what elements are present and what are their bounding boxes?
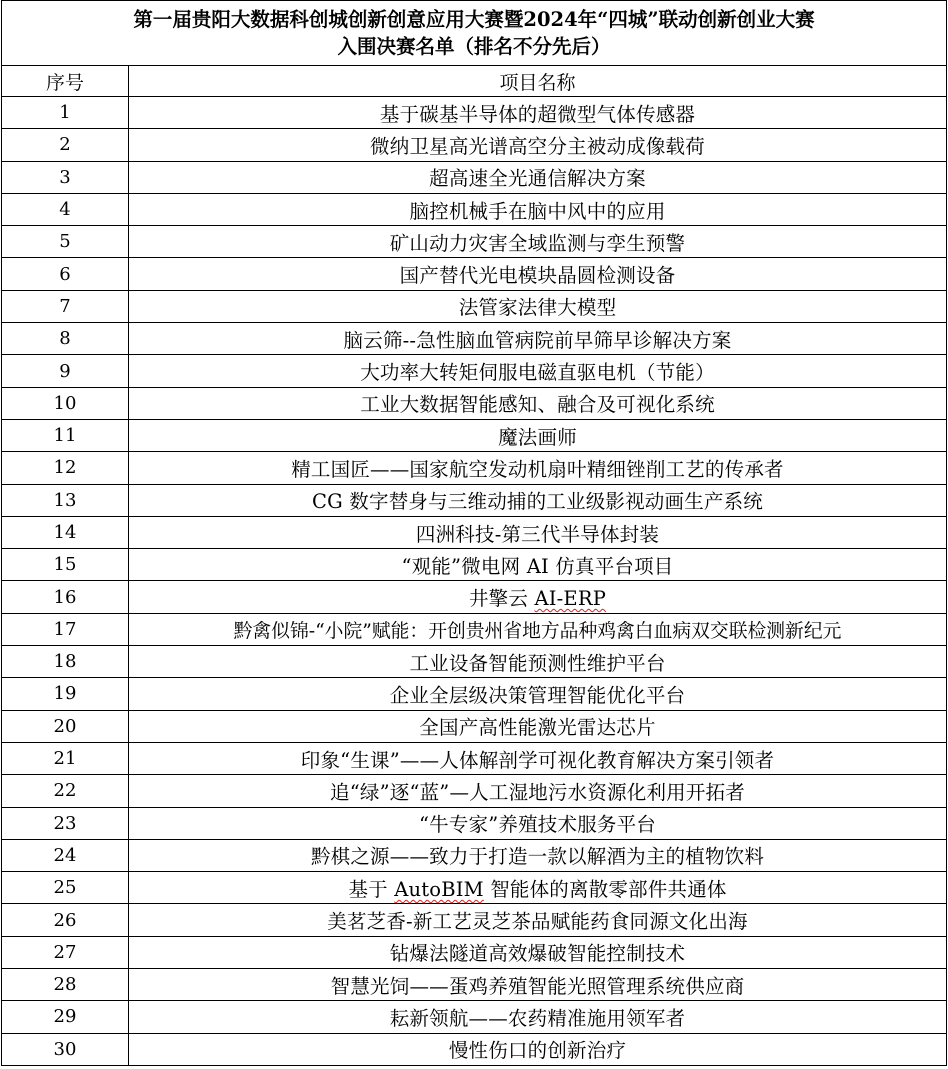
row-number: 26 <box>2 904 129 936</box>
project-name: “牛专家”养殖技术服务平台 <box>129 807 947 839</box>
table-row <box>2 710 947 742</box>
project-name <box>129 581 947 613</box>
project-name: 四洲科技-第三代半导体封装 <box>129 516 947 548</box>
row-number: 27 <box>2 936 129 968</box>
row-number: 23 <box>2 807 129 839</box>
table-row <box>2 581 947 613</box>
row-number: 2 <box>2 129 129 161</box>
project-name-prefix: 基于 <box>348 877 395 901</box>
project-name: 全国产高性能激光雷达芯片 <box>129 710 947 742</box>
table-body <box>2 97 947 1066</box>
table-row <box>2 258 947 290</box>
project-name: 耘新领航——农药精准施用领军者 <box>129 1001 947 1033</box>
row-number: 11 <box>2 419 129 451</box>
row-number: 16 <box>2 581 129 613</box>
table-row <box>2 936 947 968</box>
row-number: 24 <box>2 839 129 871</box>
project-name: CG 数字替身与三维动捕的工业级影视动画生产系统 <box>129 484 947 516</box>
table-row <box>2 484 947 516</box>
project-name: 脑云筛--急性脑血管病院前早筛早诊解决方案 <box>129 323 947 355</box>
title-row <box>2 1 947 66</box>
row-number: 13 <box>2 484 129 516</box>
document-title <box>2 1 947 66</box>
row-number: 1 <box>2 97 129 129</box>
project-name: 精工国匠——国家航空发动机扇叶精细锉削工艺的传承者 <box>129 452 947 484</box>
row-number: 30 <box>2 1033 129 1065</box>
table-row <box>2 969 947 1001</box>
project-name: 印象“生课”——人体解剖学可视化教育解决方案引领者 <box>129 742 947 774</box>
project-name <box>129 872 947 904</box>
row-number: 4 <box>2 193 129 225</box>
table-row <box>2 1033 947 1065</box>
project-name: 脑控机械手在脑中风中的应用 <box>129 193 947 225</box>
row-number: 28 <box>2 969 129 1001</box>
table-row <box>2 872 947 904</box>
project-name: 美茗芝香-新工艺灵芝茶品赋能药食同源文化出海 <box>129 904 947 936</box>
table-row <box>2 290 947 322</box>
row-number: 20 <box>2 710 129 742</box>
project-name: 企业全层级决策管理智能优化平台 <box>129 678 947 710</box>
row-number: 29 <box>2 1001 129 1033</box>
row-number: 12 <box>2 452 129 484</box>
table-row <box>2 97 947 129</box>
row-number: 6 <box>2 258 129 290</box>
header-row <box>2 66 947 97</box>
table-row <box>2 1001 947 1033</box>
finalist-table <box>1 0 947 1066</box>
table-row <box>2 226 947 258</box>
project-name: 矿山动力灾害全域监测与孪生预警 <box>129 226 947 258</box>
project-name-prefix: 井擎云 <box>468 587 535 611</box>
row-number: 10 <box>2 387 129 419</box>
table-row <box>2 678 947 710</box>
table-row <box>2 646 947 678</box>
title-line-1: 第一届贵阳大数据科创城创新创意应用大赛暨2024年“四城”联动创新创业大赛 <box>133 8 815 31</box>
row-number: 25 <box>2 872 129 904</box>
table-row <box>2 516 947 548</box>
project-name: 国产替代光电模块晶圆检测设备 <box>129 258 947 290</box>
table-row <box>2 161 947 193</box>
row-number: 17 <box>2 613 129 645</box>
project-name: 超高速全光通信解决方案 <box>129 161 947 193</box>
table-row <box>2 129 947 161</box>
table-row <box>2 839 947 871</box>
project-name: “观能”微电网 AI 仿真平台项目 <box>129 549 947 581</box>
row-number: 7 <box>2 290 129 322</box>
row-number: 22 <box>2 775 129 807</box>
table-row <box>2 807 947 839</box>
column-header-project-name: 项目名称 <box>129 66 947 97</box>
project-name: 黔禽似锦-“小院”赋能：开创贵州省地方品种鸡禽白血病双交联检测新纪元 <box>129 613 947 645</box>
table-row <box>2 355 947 387</box>
row-number: 21 <box>2 742 129 774</box>
project-name-suffix: 智能体的离散零部件共通体 <box>483 877 727 901</box>
project-name: 魔法画师 <box>129 419 947 451</box>
row-number: 9 <box>2 355 129 387</box>
row-number: 14 <box>2 516 129 548</box>
title-line-2: 入围决赛名单（排名不分先后） <box>337 35 611 58</box>
project-name: 钻爆法隧道高效爆破智能控制技术 <box>129 936 947 968</box>
table-row <box>2 775 947 807</box>
column-header-number: 序号 <box>2 66 129 97</box>
project-name: 法管家法律大模型 <box>129 290 947 322</box>
project-name: 慢性伤口的创新治疗 <box>129 1033 947 1065</box>
spellcheck-marked-word: AutoBIM <box>394 877 484 901</box>
table-row <box>2 323 947 355</box>
project-name: 工业大数据智能感知、融合及可视化系统 <box>129 387 947 419</box>
table-row <box>2 742 947 774</box>
row-number: 8 <box>2 323 129 355</box>
table-row <box>2 904 947 936</box>
table-row <box>2 387 947 419</box>
table-row <box>2 419 947 451</box>
row-number: 5 <box>2 226 129 258</box>
spellcheck-marked-word: AI-ERP <box>534 587 607 611</box>
row-number: 19 <box>2 678 129 710</box>
table-row <box>2 613 947 645</box>
table-row <box>2 452 947 484</box>
row-number: 18 <box>2 646 129 678</box>
project-name: 智慧光饲——蛋鸡养殖智能光照管理系统供应商 <box>129 969 947 1001</box>
row-number: 3 <box>2 161 129 193</box>
row-number: 15 <box>2 549 129 581</box>
table-row <box>2 549 947 581</box>
table-row <box>2 193 947 225</box>
project-name: 基于碳基半导体的超微型气体传感器 <box>129 97 947 129</box>
project-name: 黔棋之源——致力于打造一款以解酒为主的植物饮料 <box>129 839 947 871</box>
project-name: 工业设备智能预测性维护平台 <box>129 646 947 678</box>
project-name: 微纳卫星高光谱高空分主被动成像载荷 <box>129 129 947 161</box>
project-name: 追“绿”逐“蓝”—人工湿地污水资源化利用开拓者 <box>129 775 947 807</box>
project-name: 大功率大转矩伺服电磁直驱电机（节能） <box>129 355 947 387</box>
